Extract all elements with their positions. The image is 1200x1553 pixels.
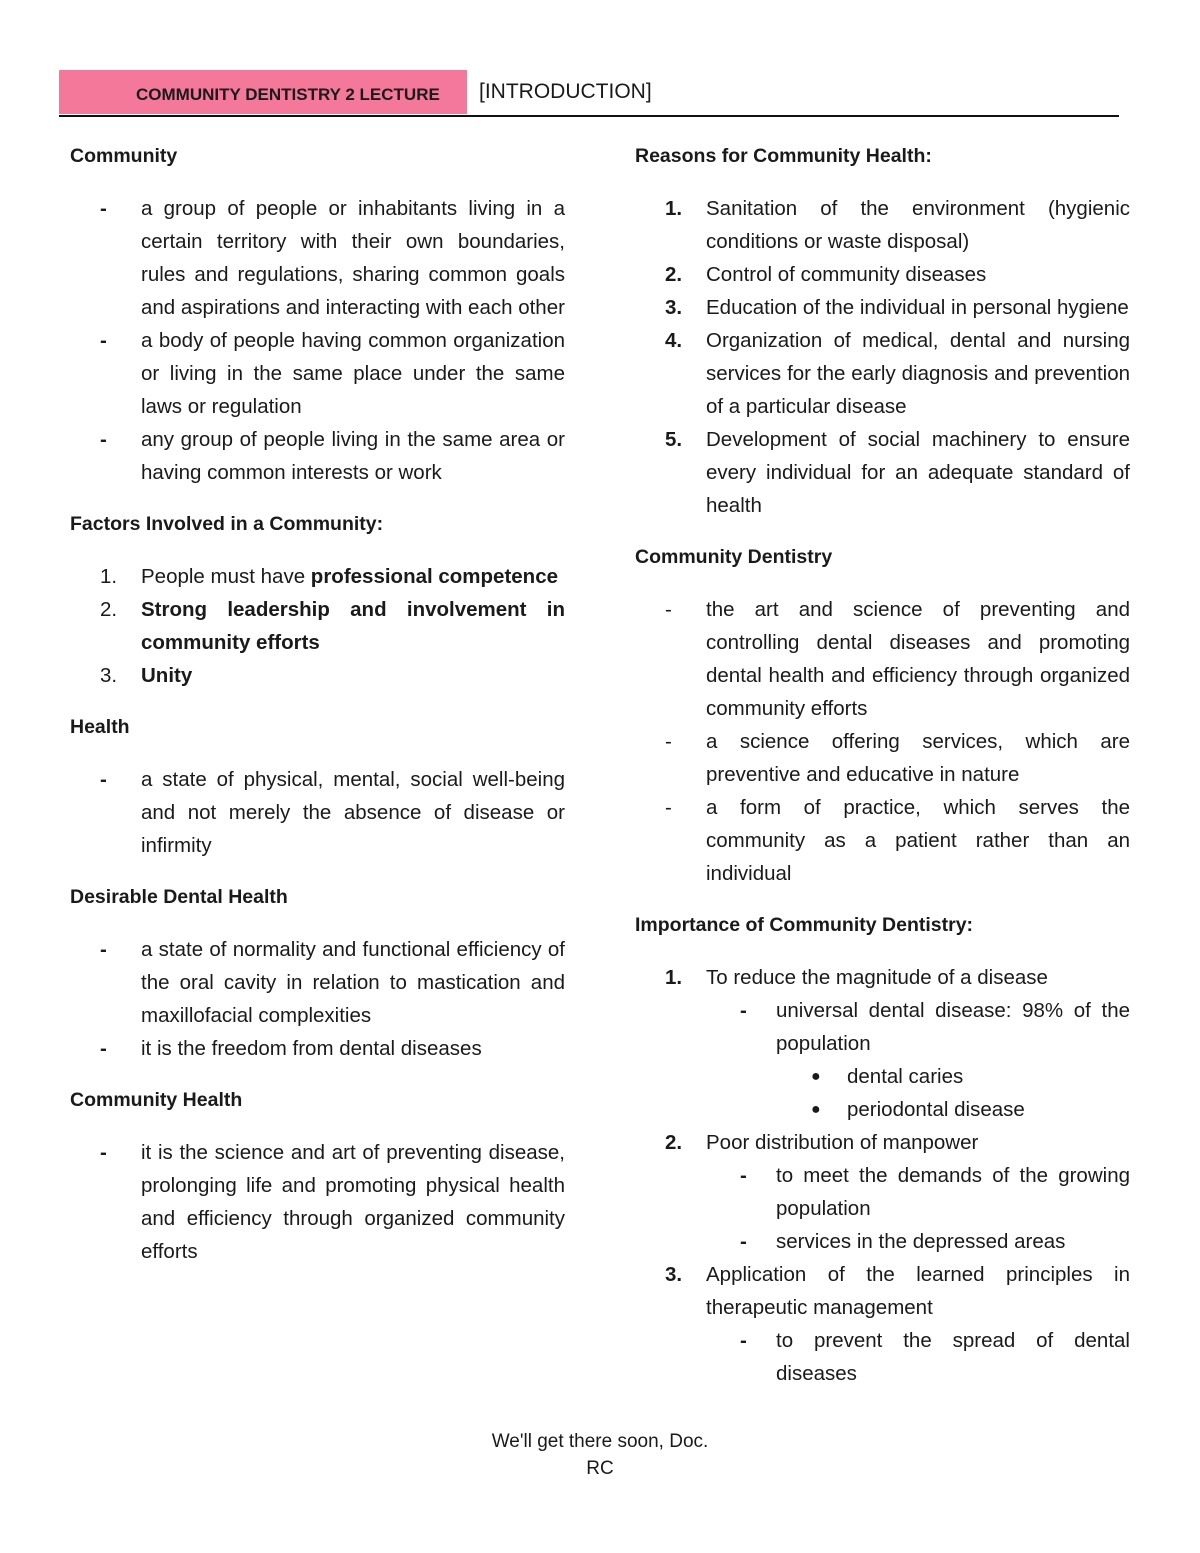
bullet-icon: ● (811, 1101, 821, 1118)
left-column (70, 140, 565, 1287)
topic-title: [INTRODUCTION] (479, 80, 652, 103)
dash-bullet: - (740, 1230, 747, 1253)
heading-dental-health: Desirable Dental Health (70, 886, 288, 908)
list-item: 3. Application of the learned principles in therapeutic management (665, 1263, 1130, 1319)
list-item: - a science offering services, which are preventive and educative in nature (635, 725, 1130, 791)
heading-dentistry: Community Dentistry (635, 546, 833, 568)
footer-line1: We'll get there soon, Doc. (491, 1431, 709, 1452)
dash-bullet: - (665, 796, 672, 819)
heading-health: Health (70, 716, 130, 738)
factors-list (70, 560, 565, 692)
list-item: - the art and science of preventing and controlling dental diseases and promoting dental health and efficiency through organized community efforts (635, 593, 1130, 725)
list-item: - services in the depressed areas (635, 1225, 1130, 1258)
section-dentistry (635, 541, 1130, 890)
dash-bullet: - (100, 1037, 107, 1060)
right-column (635, 140, 1130, 1409)
list-item: 3. Unity (100, 664, 193, 687)
bullet-icon: ● (811, 1068, 821, 1085)
list-item: 2. Strong leadership and involvement in community efforts (100, 598, 565, 654)
list-item: 5. Development of social machinery to ensure every individual for an adequate standard of health (665, 428, 1130, 517)
section-importance (635, 909, 1130, 1390)
dash-bullet: - (100, 329, 107, 352)
section-dental-health (70, 881, 565, 1065)
section-health (70, 711, 565, 862)
header-course-banner (59, 70, 467, 114)
page-header (59, 70, 1119, 117)
section-factors (70, 508, 565, 692)
list-item: 4. Organization of medical, dental and nursing services for the early diagnosis and prevention of a particular disease (665, 329, 1130, 418)
dash-bullet: - (740, 1329, 747, 1352)
footer-line2: RC (586, 1458, 614, 1479)
list-item: - universal dental disease: 98% of the population (635, 994, 1130, 1060)
community-list (70, 192, 565, 489)
list-item: 1. People must have professional competence (100, 565, 559, 588)
list-item: 3. Education of the individual in personal hygiene (665, 296, 1129, 319)
dash-bullet: - (100, 197, 107, 220)
list-item: - a group of people or inhabitants living in a certain territory with their own boundaries, rules and regulations, sharing common goals and aspirations and interacting with each other (70, 192, 565, 324)
heading-community: Community (70, 145, 178, 167)
list-item: - it is the freedom from dental diseases (70, 1032, 565, 1065)
list-item: - a form of practice, which serves the community as a patient rather than an individual (635, 791, 1130, 890)
dash-bullet: - (740, 1164, 747, 1187)
dash-bullet: - (100, 768, 107, 791)
heading-reasons: Reasons for Community Health: (635, 145, 932, 167)
list-item: 1. To reduce the magnitude of a disease (665, 966, 1048, 989)
dash-bullet: - (740, 999, 747, 1022)
dash-bullet: - (665, 598, 672, 621)
dash-bullet: - (100, 938, 107, 961)
section-community-health (70, 1084, 565, 1268)
list-item: - any group of people living in the same area or having common interests or work (70, 423, 565, 489)
section-reasons (635, 140, 1130, 522)
list-item: ● dental caries (635, 1060, 1130, 1093)
heading-factors: Factors Involved in a Community: (70, 513, 384, 535)
list-item: - a body of people having common organization or living in the same place under the same laws or regulation (70, 324, 565, 423)
section-community (70, 140, 565, 489)
dash-bullet: - (100, 1141, 107, 1164)
list-item: - a state of physical, mental, social well-being and not merely the absence of disease or infirmity (70, 763, 565, 862)
heading-importance: Importance of Community Dentistry: (635, 914, 974, 936)
list-item: - a state of normality and functional efficiency of the oral cavity in relation to mastication and maxillofacial complexities (70, 933, 565, 1032)
list-item: 2. Poor distribution of manpower (665, 1131, 979, 1154)
list-item: - it is the science and art of preventing disease, prolonging life and promoting physical health and efficiency through organized community efforts (70, 1136, 565, 1268)
list-item: - to prevent the spread of dental diseases (635, 1324, 1130, 1390)
list-item: ● periodontal disease (635, 1093, 1130, 1126)
dash-bullet: - (100, 428, 107, 451)
heading-community-health: Community Health (70, 1089, 243, 1111)
course-title: COMMUNITY DENTISTRY 2 LECTURE (136, 85, 440, 104)
dash-bullet: - (665, 730, 672, 753)
list-item: 2. Control of community diseases (665, 263, 987, 286)
list-item: 1. Sanitation of the environment (hygienic conditions or waste disposal) (665, 197, 1130, 253)
list-item: - to meet the demands of the growing population (635, 1159, 1130, 1225)
